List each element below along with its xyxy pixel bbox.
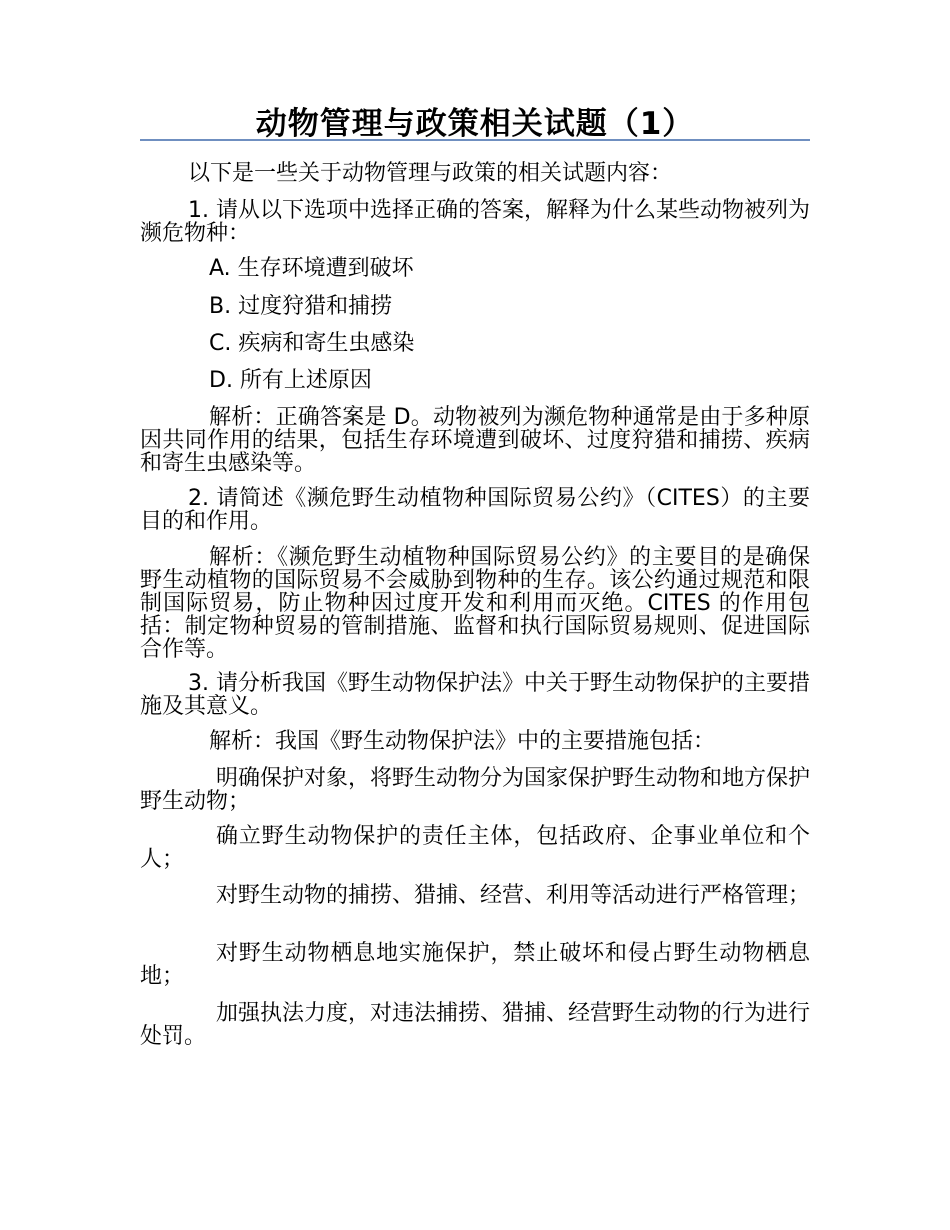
question-2: 2. 请简述《濒危野生动植物种国际贸易公约》（CITES）的主要目的和作用。 xyxy=(140,486,810,534)
q3-measure-3: 对野生动物的捕捞、猎捕、经营、利用等活动进行严格管理； xyxy=(216,883,811,908)
q3-analysis-intro: 解析：我国《野生动物保护法》中的主要措施包括： xyxy=(209,729,716,754)
question-1: 1. 请从以下选项中选择正确的答案，解释为什么某些动物被列为濒危物种： xyxy=(140,198,810,246)
document-title: 动物管理与政策相关试题（1） xyxy=(255,106,695,142)
q1-option-b: B. 过度狩猎和捕捞 xyxy=(209,294,393,319)
intro-text: 以下是一些关于动物管理与政策的相关试题内容： xyxy=(188,161,673,186)
q3-measure-5: 加强执法力度，对违法捕捞、猎捕、经营野生动物的行为进行处罚。 xyxy=(140,1001,811,1049)
title-underline xyxy=(140,139,810,141)
q1-option-a: A. 生存环境遭到破坏 xyxy=(209,256,414,281)
q1-option-d: D. 所有上述原因 xyxy=(209,368,372,393)
q3-measure-1: 明确保护对象，将野生动物分为国家保护野生动物和地方保护野生动物； xyxy=(140,766,811,814)
q3-measure-4: 对野生动物栖息地实施保护，禁止破坏和侵占野生动物栖息地； xyxy=(140,941,810,989)
q1-option-c: C. 疾病和寄生虫感染 xyxy=(209,331,415,356)
q3-measure-2: 确立野生动物保护的责任主体，包括政府、企事业单位和个人； xyxy=(140,824,810,872)
q2-analysis: 解析：《濒危野生动植物种国际贸易公约》的主要目的是确保野生动植物的国际贸易不会威胁到物种的生存。该公约通过规范和限制国际贸易，防止物种因过度开发和利用而灭绝。CITES 的作用包括：制定物种贸易的管制措施、监督和执行国际贸易规则、促进国际合作等。 xyxy=(140,545,810,662)
q1-analysis: 解析：正确答案是 D。动物被列为濒危物种通常是由于多种原因共同作用的结果，包括生存环境遭到破坏、过度狩猎和捕捞、疾病和寄生虫感染等。 xyxy=(140,405,810,476)
question-3: 3. 请分析我国《野生动物保护法》中关于野生动物保护的主要措施及其意义。 xyxy=(140,671,810,719)
